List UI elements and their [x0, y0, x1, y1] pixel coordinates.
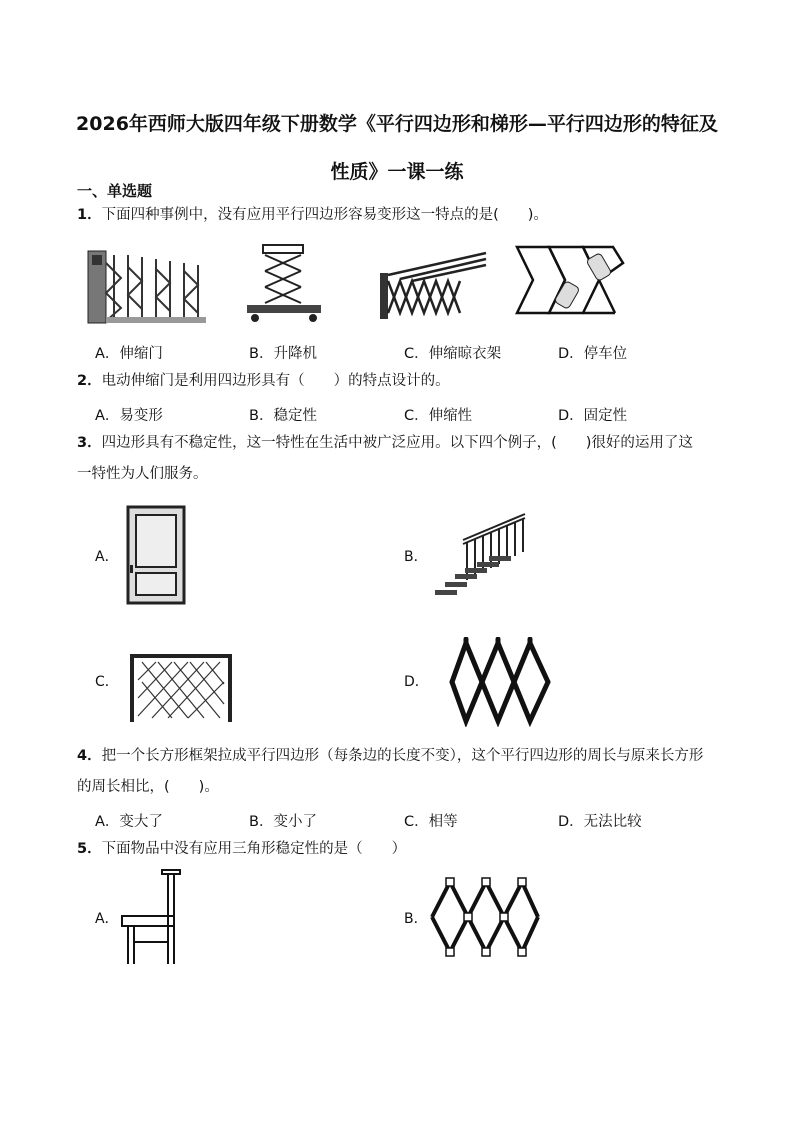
page-title: 2026年西师大版四年级下册数学《平行四边形和梯形—平行四边形的特征及性质》一课一练	[76, 113, 718, 183]
lattice-fence-image	[448, 637, 554, 727]
clothes-rack-image	[378, 245, 490, 323]
option-a[interactable]: A．变大了	[95, 814, 163, 830]
wall-shelf-bracket-image	[120, 868, 186, 968]
option-b[interactable]: B．稳定性	[249, 408, 317, 424]
option-b-label[interactable]: B．	[404, 911, 428, 927]
option-c[interactable]: C．相等	[404, 814, 458, 830]
question-5	[77, 834, 717, 865]
option-c[interactable]: C．伸缩性	[404, 408, 473, 424]
question-2	[77, 366, 717, 397]
section-heading: 一、单选题	[77, 182, 153, 200]
question-3	[77, 428, 717, 490]
question-number: 4．	[77, 748, 102, 764]
question-1	[77, 200, 717, 231]
question-text-line2: 的周长相比，( )。	[77, 779, 219, 795]
question-text-line1: 四边形具有不稳定性，这一特性在生活中被广泛应用。以下四个例子，( )很好的运用了这	[101, 435, 693, 451]
option-a[interactable]: A．易变形	[95, 408, 163, 424]
question-number: 1．	[77, 207, 102, 223]
stair-railing-image	[433, 510, 529, 602]
question-4	[77, 741, 717, 803]
question-text-line1: 把一个长方形框架拉成平行四边形（每条边的长度不变），这个平行四边形的周长与原来长方形	[101, 748, 704, 764]
question-text: 电动伸缩门是利用四边形具有（ ）的特点设计的。	[101, 373, 450, 389]
question-text: 下面物品中没有应用三角形稳定性的是（ ）	[101, 841, 407, 857]
expandable-lattice-image	[428, 876, 542, 958]
option-d-label[interactable]: D．	[404, 674, 429, 690]
option-a-label[interactable]: A．	[95, 911, 119, 927]
option-a-label[interactable]: A．	[95, 549, 119, 565]
retractable-gate-image	[84, 243, 212, 325]
soccer-goal-image	[128, 652, 234, 724]
parking-spaces-image	[513, 245, 625, 315]
question-number: 3．	[77, 435, 102, 451]
option-b[interactable]: B．升降机	[249, 346, 317, 362]
option-a[interactable]: A．伸缩门	[95, 346, 163, 362]
door-image	[126, 505, 186, 605]
option-b[interactable]: B．变小了	[249, 814, 317, 830]
question-number: 2．	[77, 373, 102, 389]
option-c[interactable]: C．伸缩晾衣架	[404, 346, 502, 362]
question-text-line2: 一特性为人们服务。	[77, 466, 208, 482]
option-d[interactable]: D．固定性	[558, 408, 628, 424]
option-d[interactable]: D．无法比较	[558, 814, 642, 830]
option-d[interactable]: D．停车位	[558, 346, 628, 362]
scissor-lift-image	[241, 243, 327, 325]
option-b-label[interactable]: B．	[404, 549, 428, 565]
question-text: 下面四种事例中，没有应用平行四边形容易变形这一特点的是( )。	[101, 207, 548, 223]
question-number: 5．	[77, 841, 102, 857]
option-c-label[interactable]: C．	[95, 674, 119, 690]
